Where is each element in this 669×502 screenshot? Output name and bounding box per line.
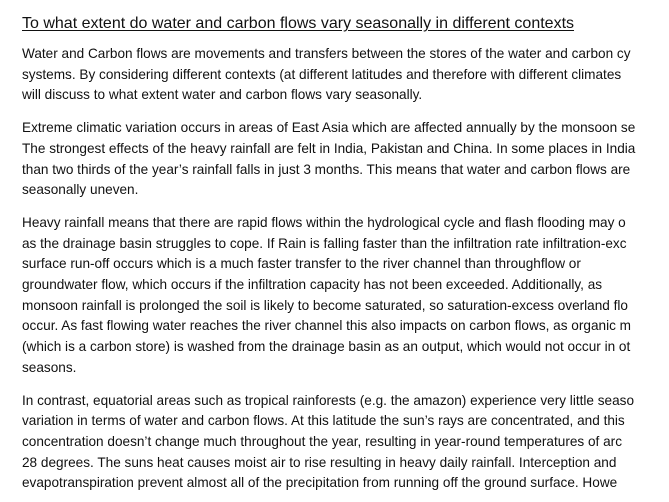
text-line: Extreme climatic variation occurs in areas of East Asia which are affected annually by the monsoon se xyxy=(22,120,636,136)
document-title: To what extent do water and carbon flows vary seasonally in different contexts xyxy=(22,15,575,32)
paragraph-monsoon xyxy=(22,118,669,201)
text-line: groundwater flow, which occurs if the infiltration capacity has not been exceeded. Additionally, as xyxy=(22,277,603,293)
text-line: systems. By considering different contexts (at different latitudes and therefore with different climates xyxy=(22,66,622,82)
text-line: seasons. xyxy=(22,359,77,375)
text-line: seasonally uneven. xyxy=(22,182,139,198)
text-line: as the drainage basin struggles to cope. If Rain is falling faster than the infiltration rate infiltration-exc xyxy=(22,235,627,251)
document-page xyxy=(22,14,669,502)
text-line: In contrast, equatorial areas such as tropical rainforests (e.g. the amazon) experience very little seaso xyxy=(22,392,635,408)
paragraph-heavy-rainfall xyxy=(22,213,669,379)
text-line: Heavy rainfall means that there are rapid flows within the hydrological cycle and flash flooding may o xyxy=(22,214,626,230)
text-line: The strongest effects of the heavy rainfall are felt in India, Pakistan and China. In some places in India xyxy=(22,140,636,156)
text-line: (which is a carbon store) is washed from the drainage basin as an output, which would not occur in ot xyxy=(22,339,631,355)
text-line: than two thirds of the year’s rainfall falls in just 3 months. This means that water and carbon flows are xyxy=(22,161,631,177)
text-line: monsoon rainfall is prolonged the soil is likely to become saturated, so saturation-excess overland flo xyxy=(22,297,628,313)
text-line: Water and Carbon flows are movements and transfers between the stores of the water and carbon cy xyxy=(22,46,631,61)
text-line: variation in terms of water and carbon flows. At this latitude the sun’s rays are concentrated, and this xyxy=(22,413,625,429)
text-line: will discuss to what extent water and carbon flows vary seasonally. xyxy=(22,87,423,103)
text-line: surface run-off occurs which is a much faster transfer to the river channel than throughflow or xyxy=(22,256,581,272)
text-line: 28 degrees. The suns heat causes moist air to rise resulting in heavy daily rainfall. Interception and xyxy=(22,454,617,470)
paragraph-intro xyxy=(22,44,669,106)
text-line: concentration doesn’t change much throughout the year, resulting in year-round temperatures of arc xyxy=(22,433,622,449)
text-line: evapotranspiration prevent almost all of the precipitation from running off the ground surface. Howe xyxy=(22,475,618,491)
paragraph-equatorial xyxy=(22,391,669,495)
text-line: occur. As fast flowing water reaches the river channel this also impacts on carbon flows, as organic m xyxy=(22,318,631,334)
